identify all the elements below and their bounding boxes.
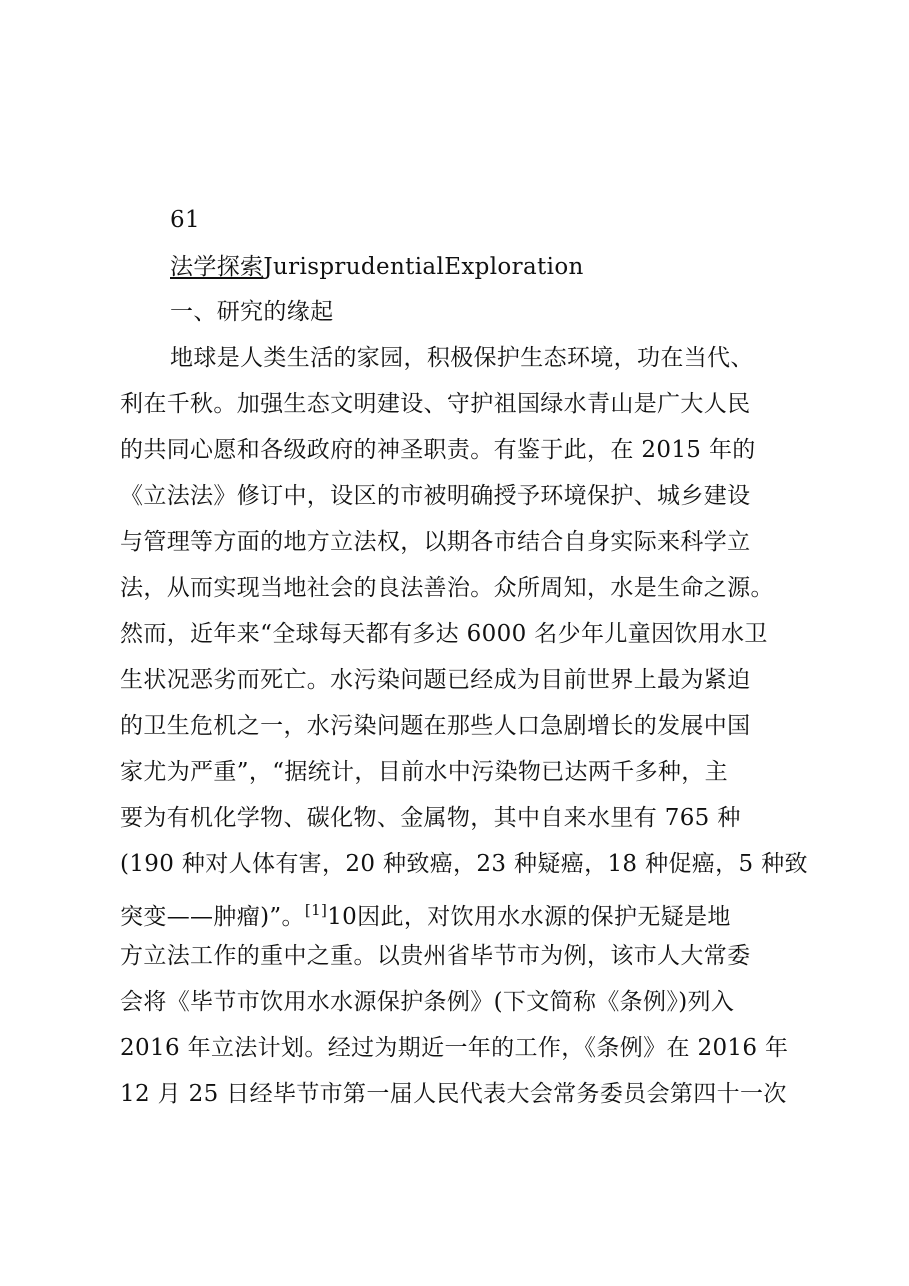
paragraph-text: 突变——肿瘤)”。 xyxy=(120,904,305,930)
citation-reference: [1] xyxy=(304,901,328,919)
paragraph-line: 《立法法》修订中，设区的市被明确授予环境保护、城乡建设 xyxy=(120,483,751,509)
paragraph-line: 2016 年立法计划。经过为期近一年的工作，《条例》在 2016 年 xyxy=(120,1035,789,1061)
paragraph-line: 会将《毕节市饮用水水源保护条例》(下文简称《条例》)列入 xyxy=(120,989,735,1015)
paragraph-line: 地球是人类生活的家园，积极保护生态环境，功在当代、 xyxy=(170,345,754,371)
paragraph-line: 与管理等方面的地方立法权，以期各市结合自身实际来科学立 xyxy=(120,529,751,555)
paragraph-text: 因此，对饮用水水源的保护无疑是地 xyxy=(357,904,731,930)
citation-page: 10 xyxy=(327,904,358,930)
paragraph-line: 的共同心愿和各级政府的神圣职责。有鉴于此，在 2015 年的 xyxy=(120,437,756,463)
journal-name-english: JurisprudentialExploration xyxy=(263,254,584,280)
paragraph-line: 要为有机化学物、碳化物、金属物，其中自来水里有 765 种 xyxy=(120,805,741,831)
paragraph-line: 家尤为严重”，“据统计，目前水中污染物已达两千多种，主 xyxy=(120,759,728,785)
paragraph-line: 利在千秋。加强生态文明建设、守护祖国绿水青山是广大人民 xyxy=(120,391,751,417)
paragraph-line: (190 种对人体有害，20 种致癌，23 种疑癌，18 种促癌，5 种致 xyxy=(120,851,808,877)
paragraph-line: 生状况恶劣而死亡。水污染问题已经成为目前世界上最为紧迫 xyxy=(120,667,751,693)
section-heading: 一、研究的缘起 xyxy=(170,299,334,325)
paragraph-line: 方立法工作的重中之重。以贵州省毕节市为例，该市人大常委 xyxy=(120,943,751,969)
paragraph-line: 法，从而实现当地社会的良法善治。众所周知，水是生命之源。 xyxy=(120,575,774,601)
paragraph-line: 12 月 25 日经毕节市第一届人民代表大会常务委员会第四十一次 xyxy=(120,1081,787,1107)
journal-name-chinese: 法学探索 xyxy=(170,254,264,280)
journal-header xyxy=(170,252,584,282)
paragraph-line: 的卫生危机之一，水污染问题在那些人口急剧增长的发展中国 xyxy=(120,713,751,739)
paragraph-line-with-citation xyxy=(120,895,731,932)
paragraph-line: 然而，近年来“全球每天都有多达 6000 名少年儿童因饮用水卫 xyxy=(120,621,768,647)
page-number: 61 xyxy=(170,207,200,233)
